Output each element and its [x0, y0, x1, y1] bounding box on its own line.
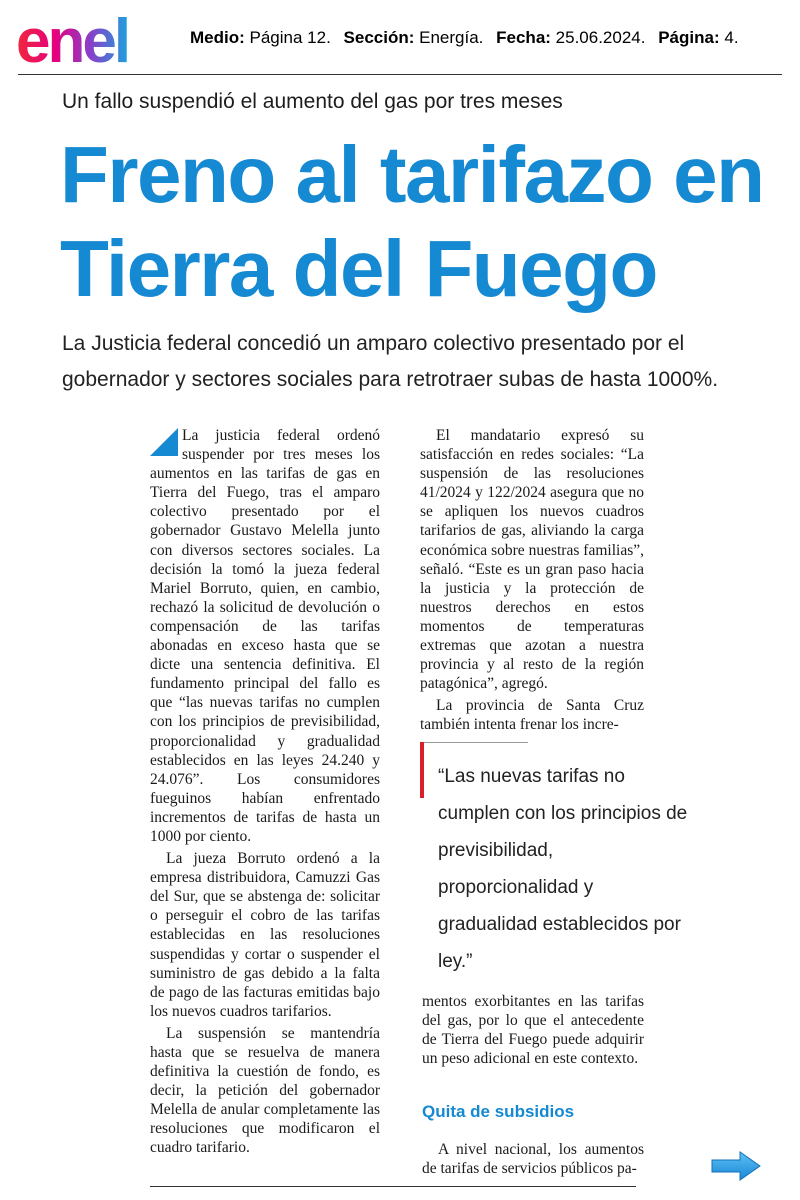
- article-kicker: Un fallo suspendió el aumento del gas por tres meses: [62, 90, 563, 113]
- article-column-2-top: [420, 426, 644, 738]
- footer-divider: [150, 1186, 636, 1187]
- paragraph-text: La justicia federal ordenó suspender por tres meses los aumentos en las tarifas de gas en Tierra del Fuego, tras el amparo colectivo presentado por el gobernador Gustavo Melella junto con diversos sectores sociales. La decisión la tomó la jueza federal Mariel Borruto, quien, en cambio, rechazó la solicitud de devolución o compensación de las tarifas abonadas en exceso hasta que se dicte una sentencia definitiva. El fundamento principal del fallo es que “las nuevas tarifas no cumplen con los principios de previsibilidad, proporcionalidad y gradualidad establecidos en las leyes 24.240 y 24.076”. Los consumidores fueguinos habían enfrentado incrementos de tarifas de hasta un 1000 por ciento.: [150, 427, 380, 845]
- fecha-value: 25.06.2024.: [555, 28, 646, 47]
- medio-label: Medio:: [190, 28, 245, 47]
- pull-quote: [420, 742, 688, 977]
- header-divider: [18, 74, 782, 75]
- article-column-2-mid: [422, 992, 644, 1071]
- seccion-value: Energía.: [419, 28, 484, 47]
- fecha-label: Fecha:: [496, 28, 551, 47]
- pagina-value: 4.: [724, 28, 739, 47]
- paragraph: [150, 426, 380, 846]
- paragraph: La provincia de Santa Cruz también intenta frenar los incre-: [420, 697, 644, 734]
- arrow-right-icon[interactable]: [710, 1150, 762, 1182]
- logo-text: enel: [16, 8, 129, 70]
- section-subhead: Quita de subsidios: [422, 1102, 575, 1121]
- triangle-marker-icon: [150, 428, 178, 456]
- seccion-label: Sección:: [343, 28, 415, 47]
- paragraph: La suspensión se mantendría hasta que se resuelva de manera definitiva la cuestión de fondo, es decir, la petición del gobernador Melella de anular completamente las resoluciones que modificaron el cuadro tarifario.: [150, 1024, 380, 1157]
- medio-value: Página 12.: [249, 28, 331, 47]
- paragraph: A nivel nacional, los aumentos de tarifas de servicios públicos pa-: [422, 1141, 644, 1178]
- press-meta: [190, 28, 739, 48]
- article-column-1: [150, 426, 380, 1161]
- article-lead: La Justicia federal concedió un amparo colectivo presentado por el gobernador y sectores sociales para retrotraer subas de hasta 1000%.: [62, 332, 719, 391]
- paragraph: La jueza Borruto ordenó a la empresa distribuidora, Camuzzi Gas del Sur, que se abstenga de: solicitar o perseguir el cobro de las tarifas establecidas en las resoluciones suspendidas y cortar o suspender el suministro de gas debido a la falta de pago de las facturas emitidas bajo los nuevos cuadros tarifarios.: [150, 850, 380, 1020]
- pagina-label: Página:: [658, 28, 720, 47]
- paragraph: mentos exorbitantes en las tarifas del gas, por lo que el antecedente de Tierra del Fuego puede adquirir un peso adicional en este contexto.: [422, 993, 644, 1068]
- quote-rule: [424, 742, 528, 743]
- enel-logo: [14, 8, 184, 70]
- quote-accent-bar: [420, 742, 424, 798]
- pull-quote-text: “Las nuevas tarifas no cumplen con los principios de previsibilidad, proporcionalidad y gradualidad establecidos por ley.”: [438, 766, 688, 972]
- article-headline: Freno al tarifazo en Tierra del Fuego: [60, 130, 764, 313]
- paragraph: El mandatario expresó su satisfacción en redes sociales: “La suspensión de las resoluciones 41/2024 y 122/2024 asegura que no se apliquen los nuevos cuadros tarifarios de gas, aliviando la carga económica sobre nuestras familias”, señaló. “Este es un gran paso hacia la justicia y la protección de nuestros derechos en estos momentos de temperaturas extremas que azotan a nuestra provincia y al resto de la región patagónica”, agregó.: [420, 427, 644, 693]
- article-column-2-bottom: [422, 1140, 644, 1181]
